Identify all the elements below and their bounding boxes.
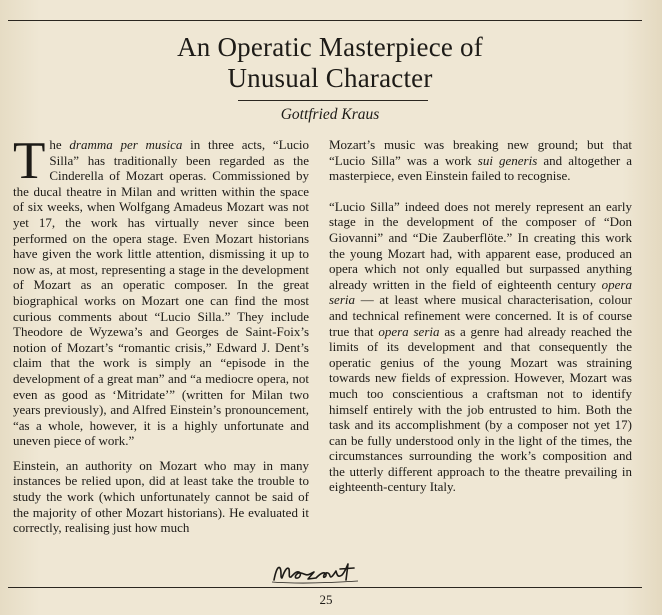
text-run: in three acts, “Lucio Silla” has traditionally been regarded as the Cinderella of Mozart operas. Commissioned by the ducal theatre in Milan and written within the space of six weeks, when Wolfgang Amadeus Mozart was not yet 17, the work has virtually never since been performed on the opera stage. Even Mozart historians have given the work little attention, dismissing it up to now as, at most, representing a stage in the development of Mozart as an operatic composer. In the great biographical works on Mozart one can find the most curious comments about “Lucio Silla.” They include Theodore de Wyzewa’s and Georges de Saint-Foix’s notion of Mozart’s “romantic crisis,” Edward J. Dent’s claim that the work is simply an “episode in the development of a great man” and “a mediocre opera, not even as good as ‘Mitridate’” (written for Milan two years previously), and Alfred Einstein’s pronouncement, “as a whole, however, it is a highly unfortunate and uneven piece of work.” (13, 137, 309, 449)
text-run: as a genre had already reached the limits of its development and that consequently the operatic genius of the young Mozart was straining towards new fields of expression. However, Mozart was much too conscientious a craftsman not to identify himself entirely with the job entrusted to him. Both the task and its accomplishment (by a composer not yet 17) can be fully understood only in the light of the times, the circumstances surrounding the work’s composition and the utterly different approach to the theatre prevailing in eighteenth-century Italy. (329, 323, 632, 495)
right-column (329, 137, 632, 495)
title-underline (238, 100, 428, 101)
left-column (13, 132, 309, 536)
left-paragraph-1 (13, 132, 309, 449)
italic-run: opera seria (378, 323, 440, 339)
text-run: — at least where musical characterisation, colour and technical refinement were concerned. It is of course true that (329, 292, 632, 339)
top-rule (8, 20, 642, 21)
page-number: 25 (319, 592, 333, 607)
text-run: “Lucio Silla” indeed does not merely represent an early stage in the development of the composer of “Don Giovanni” and “Die Zauberflöte.” In creating this work the young Mozart had, with apparent ease, produced an opera which not only equalled but surpassed anything already written in the field of eighteenth century (329, 198, 632, 292)
right-paragraph-1 (329, 137, 632, 184)
italic-run: dramma per musica (69, 137, 183, 152)
mozart-signature-logo (268, 560, 364, 586)
author-byline: Gottfried Kraus (280, 106, 380, 123)
text-run: he (49, 137, 70, 152)
drop-cap: T (13, 132, 46, 190)
right-paragraph-2 (329, 199, 632, 495)
text-run: Mozart’s music was breaking new ground; but that “Lucio Silla” was a work (329, 137, 632, 168)
text-run: and altogether a masterpiece, even Einstein failed to recognise. (329, 152, 633, 184)
left-paragraph-2: Einstein, an authority on Mozart who may in many instances be relied upon, did at least take the trouble to study the work (which unfortunately cannot be said of the majority of other Mozart historians). He evaluated it correctly, realising just how much (13, 457, 309, 536)
italic-run: sui generis (477, 152, 538, 168)
italic-run: opera seria (329, 276, 632, 308)
title-line-1: An Operatic Masterpiece of (177, 32, 483, 62)
article-title (80, 32, 580, 94)
bottom-rule (8, 587, 642, 588)
title-line-2: Unusual Character (227, 63, 433, 93)
